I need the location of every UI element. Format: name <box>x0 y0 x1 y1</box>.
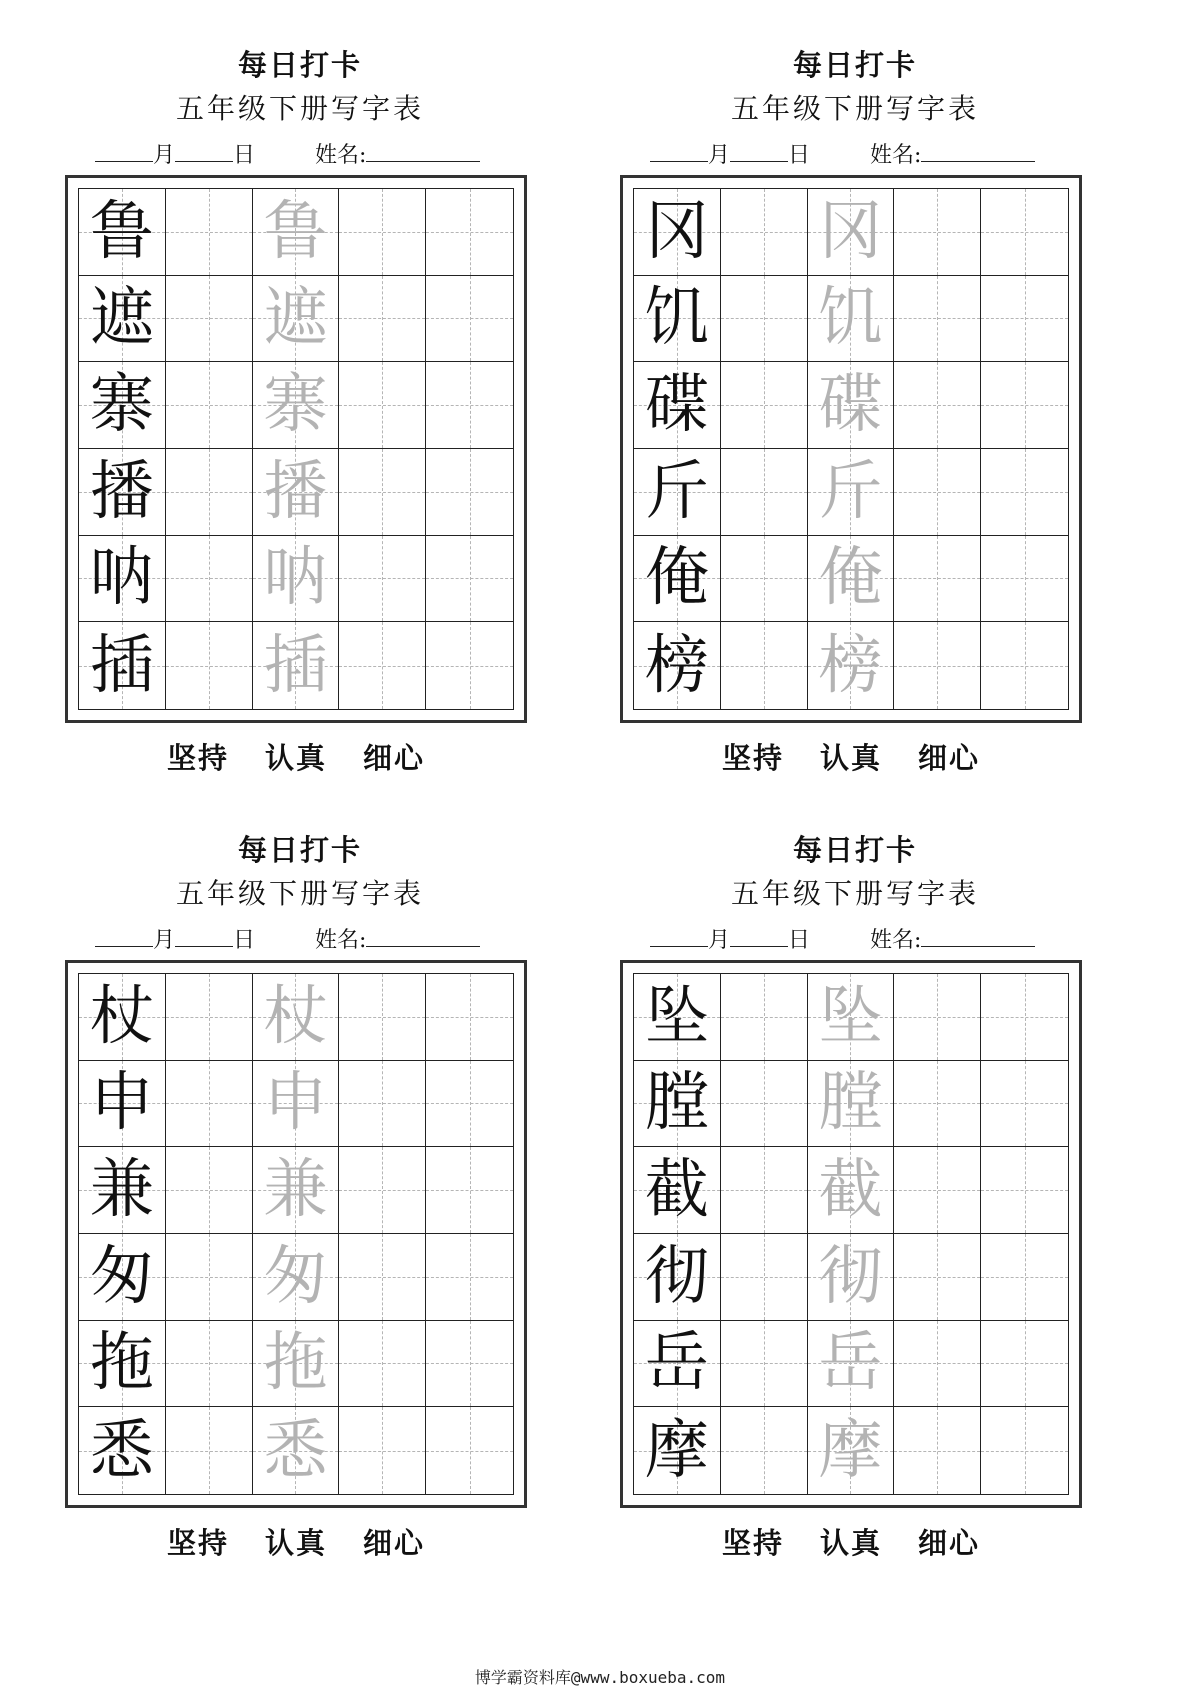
writing-cell[interactable] <box>426 622 513 709</box>
model-character: 寨 <box>89 368 154 443</box>
model-character: 申 <box>89 1066 154 1141</box>
trace-cell[interactable] <box>253 1061 340 1148</box>
writing-cell[interactable] <box>166 1061 253 1148</box>
practice-frame <box>65 175 527 723</box>
motto-word: 坚持 <box>721 1526 784 1560</box>
model-character: 播 <box>89 454 154 529</box>
writing-cell[interactable] <box>721 622 808 709</box>
model-cell <box>79 449 166 536</box>
motto-word: 认真 <box>264 1526 327 1560</box>
trace-cell[interactable] <box>253 362 340 449</box>
writing-cell[interactable] <box>426 1407 513 1494</box>
writing-cell[interactable] <box>339 276 426 363</box>
model-cell <box>79 189 166 276</box>
model-cell <box>79 1147 166 1234</box>
trace-cell[interactable] <box>808 536 895 623</box>
trace-character: 申 <box>263 1066 328 1141</box>
writing-cell[interactable] <box>981 1407 1068 1494</box>
model-character: 摩 <box>644 1413 709 1488</box>
worksheet-card <box>620 830 1090 1630</box>
writing-cell[interactable] <box>339 1147 426 1234</box>
card-subtitle: 五年级下册写字表 <box>730 877 979 910</box>
writing-cell[interactable] <box>894 276 981 363</box>
model-character: 冈 <box>644 194 709 269</box>
trace-character: 寨 <box>263 368 328 443</box>
writing-cell[interactable] <box>894 362 981 449</box>
practice-frame <box>620 175 1082 723</box>
model-character: 遮 <box>89 281 154 356</box>
trace-character: 遮 <box>263 281 328 356</box>
writing-cell[interactable] <box>981 622 1068 709</box>
trace-character: 匆 <box>263 1239 328 1314</box>
writing-cell[interactable] <box>721 276 808 363</box>
trace-character: 岳 <box>818 1326 883 1401</box>
model-cell <box>79 1407 166 1494</box>
name-blank[interactable] <box>921 922 1035 947</box>
trace-cell[interactable] <box>808 622 895 709</box>
motto <box>65 738 527 778</box>
card-title: 每日打卡 <box>792 48 917 82</box>
trace-cell[interactable] <box>253 1407 340 1494</box>
writing-cell[interactable] <box>166 362 253 449</box>
practice-grid <box>78 973 514 1495</box>
month-blank[interactable] <box>95 137 153 162</box>
card-title: 每日打卡 <box>792 833 917 867</box>
writing-cell[interactable] <box>426 536 513 623</box>
model-cell <box>634 1234 721 1321</box>
trace-character: 摩 <box>818 1413 883 1488</box>
writing-cell[interactable] <box>426 189 513 276</box>
month-label: 月 <box>708 928 731 953</box>
card-subtitle: 五年级下册写字表 <box>175 877 424 910</box>
model-cell <box>634 622 721 709</box>
writing-cell[interactable] <box>339 622 426 709</box>
model-cell <box>634 974 721 1061</box>
motto-word: 细心 <box>918 1526 981 1560</box>
model-cell <box>79 1234 166 1321</box>
writing-cell[interactable] <box>166 276 253 363</box>
writing-cell[interactable] <box>339 1407 426 1494</box>
trace-cell[interactable] <box>808 276 895 363</box>
trace-character: 俺 <box>818 541 883 616</box>
day-blank[interactable] <box>730 137 788 162</box>
writing-cell[interactable] <box>426 1234 513 1321</box>
model-cell <box>79 974 166 1061</box>
writing-cell[interactable] <box>721 189 808 276</box>
writing-cell[interactable] <box>426 449 513 536</box>
writing-cell[interactable] <box>981 449 1068 536</box>
model-cell <box>634 276 721 363</box>
trace-character: 冈 <box>818 194 883 269</box>
model-character: 斤 <box>644 454 709 529</box>
trace-cell[interactable] <box>808 362 895 449</box>
worksheet-card <box>620 45 1090 845</box>
model-character: 匆 <box>89 1239 154 1314</box>
practice-grid <box>78 188 514 710</box>
practice-grid <box>633 973 1069 1495</box>
trace-character: 饥 <box>818 281 883 356</box>
date-name-line <box>650 922 1035 956</box>
model-cell <box>79 622 166 709</box>
name-blank[interactable] <box>366 922 480 947</box>
trace-character: 碟 <box>818 368 883 443</box>
writing-cell[interactable] <box>894 189 981 276</box>
model-cell <box>634 1407 721 1494</box>
trace-cell[interactable] <box>808 1321 895 1408</box>
writing-cell[interactable] <box>339 1234 426 1321</box>
writing-cell[interactable] <box>166 1407 253 1494</box>
model-character: 杖 <box>89 979 154 1054</box>
date-name-line <box>650 137 1035 171</box>
writing-cell[interactable] <box>894 1407 981 1494</box>
model-cell <box>79 362 166 449</box>
writing-cell[interactable] <box>426 1147 513 1234</box>
model-cell <box>634 449 721 536</box>
motto <box>620 738 1082 778</box>
trace-cell[interactable] <box>253 449 340 536</box>
model-cell <box>79 276 166 363</box>
model-character: 榜 <box>644 628 709 703</box>
model-character: 饥 <box>644 281 709 356</box>
model-character: 岳 <box>644 1326 709 1401</box>
practice-frame <box>620 960 1082 1508</box>
writing-cell[interactable] <box>894 1321 981 1408</box>
writing-cell[interactable] <box>894 449 981 536</box>
writing-cell[interactable] <box>339 1061 426 1148</box>
date-name-line <box>95 137 480 171</box>
writing-cell[interactable] <box>721 1407 808 1494</box>
writing-cell[interactable] <box>426 1321 513 1408</box>
writing-cell[interactable] <box>894 1234 981 1321</box>
trace-character: 截 <box>818 1153 883 1228</box>
writing-cell[interactable] <box>166 189 253 276</box>
month-blank[interactable] <box>650 922 708 947</box>
writing-cell[interactable] <box>339 362 426 449</box>
trace-cell[interactable] <box>253 1234 340 1321</box>
writing-cell[interactable] <box>721 536 808 623</box>
writing-cell[interactable] <box>981 362 1068 449</box>
model-cell <box>79 1321 166 1408</box>
writing-cell[interactable] <box>721 1147 808 1234</box>
writing-cell[interactable] <box>894 974 981 1061</box>
model-cell <box>79 536 166 623</box>
motto-word: 认真 <box>819 1526 882 1560</box>
model-cell <box>634 1147 721 1234</box>
model-character: 截 <box>644 1153 709 1228</box>
model-character: 碟 <box>644 368 709 443</box>
writing-cell[interactable] <box>721 1321 808 1408</box>
trace-character: 拖 <box>263 1326 328 1401</box>
trace-cell[interactable] <box>253 536 340 623</box>
name-label: 姓名: <box>870 143 922 168</box>
name-label: 姓名: <box>315 928 367 953</box>
trace-cell[interactable] <box>808 1147 895 1234</box>
writing-cell[interactable] <box>426 974 513 1061</box>
trace-character: 插 <box>263 628 328 703</box>
writing-cell[interactable] <box>426 1061 513 1148</box>
name-label: 姓名: <box>315 143 367 168</box>
writing-cell[interactable] <box>894 1061 981 1148</box>
worksheet-card <box>65 45 535 845</box>
model-character: 拖 <box>89 1326 154 1401</box>
writing-cell[interactable] <box>339 1321 426 1408</box>
writing-cell[interactable] <box>981 1321 1068 1408</box>
model-character: 悉 <box>89 1413 154 1488</box>
writing-cell[interactable] <box>339 189 426 276</box>
writing-cell[interactable] <box>166 449 253 536</box>
day-blank[interactable] <box>730 922 788 947</box>
model-character: 呐 <box>89 541 154 616</box>
name-label: 姓名: <box>870 928 922 953</box>
writing-cell[interactable] <box>894 536 981 623</box>
motto-word: 坚持 <box>721 741 784 775</box>
writing-cell[interactable] <box>721 449 808 536</box>
trace-cell[interactable] <box>808 1061 895 1148</box>
day-label: 日 <box>233 928 256 953</box>
trace-cell[interactable] <box>253 974 340 1061</box>
trace-cell[interactable] <box>253 1147 340 1234</box>
model-character: 插 <box>89 628 154 703</box>
writing-cell[interactable] <box>981 1234 1068 1321</box>
practice-grid <box>633 188 1069 710</box>
writing-cell[interactable] <box>166 622 253 709</box>
trace-character: 鲁 <box>263 194 328 269</box>
motto-word: 细心 <box>363 741 426 775</box>
card-subtitle: 五年级下册写字表 <box>730 92 979 125</box>
trace-character: 彻 <box>818 1239 883 1314</box>
trace-character: 斤 <box>818 454 883 529</box>
model-character: 俺 <box>644 541 709 616</box>
writing-cell[interactable] <box>894 622 981 709</box>
writing-cell[interactable] <box>981 276 1068 363</box>
trace-cell[interactable] <box>253 189 340 276</box>
trace-cell[interactable] <box>808 1407 895 1494</box>
writing-cell[interactable] <box>166 1321 253 1408</box>
model-character: 兼 <box>89 1153 154 1228</box>
name-blank[interactable] <box>921 137 1035 162</box>
writing-cell[interactable] <box>339 974 426 1061</box>
trace-character: 坠 <box>818 979 883 1054</box>
trace-character: 杖 <box>263 979 328 1054</box>
writing-cell[interactable] <box>981 536 1068 623</box>
motto-word: 认真 <box>264 741 327 775</box>
writing-cell[interactable] <box>426 362 513 449</box>
model-character: 坠 <box>644 979 709 1054</box>
month-label: 月 <box>153 143 176 168</box>
day-blank[interactable] <box>175 137 233 162</box>
trace-cell[interactable] <box>808 1234 895 1321</box>
model-character: 膛 <box>644 1066 709 1141</box>
month-label: 月 <box>153 928 176 953</box>
trace-character: 榜 <box>818 628 883 703</box>
footer-watermark: 博学霸资料库@www.boxueba.com <box>474 1668 726 1687</box>
date-name-line <box>95 922 480 956</box>
month-blank[interactable] <box>650 137 708 162</box>
motto <box>65 1523 527 1563</box>
motto <box>620 1523 1082 1563</box>
card-subtitle: 五年级下册写字表 <box>175 92 424 125</box>
writing-cell[interactable] <box>166 536 253 623</box>
trace-character: 兼 <box>263 1153 328 1228</box>
worksheet-card <box>65 830 535 1630</box>
trace-cell[interactable] <box>253 622 340 709</box>
trace-cell[interactable] <box>808 189 895 276</box>
model-cell <box>634 362 721 449</box>
writing-cell[interactable] <box>339 449 426 536</box>
model-character: 彻 <box>644 1239 709 1314</box>
writing-cell[interactable] <box>166 974 253 1061</box>
model-cell <box>634 536 721 623</box>
motto-word: 细心 <box>918 741 981 775</box>
writing-cell[interactable] <box>981 974 1068 1061</box>
motto-word: 坚持 <box>166 1526 229 1560</box>
trace-character: 播 <box>263 454 328 529</box>
trace-character: 悉 <box>263 1413 328 1488</box>
writing-cell[interactable] <box>721 1234 808 1321</box>
writing-cell[interactable] <box>981 189 1068 276</box>
trace-character: 呐 <box>263 541 328 616</box>
trace-cell[interactable] <box>808 449 895 536</box>
writing-cell[interactable] <box>166 1147 253 1234</box>
writing-cell[interactable] <box>721 362 808 449</box>
writing-cell[interactable] <box>721 1061 808 1148</box>
writing-cell[interactable] <box>981 1147 1068 1234</box>
trace-cell[interactable] <box>253 276 340 363</box>
day-label: 日 <box>788 928 811 953</box>
trace-cell[interactable] <box>808 974 895 1061</box>
trace-character: 膛 <box>818 1066 883 1141</box>
name-blank[interactable] <box>366 137 480 162</box>
motto-word: 坚持 <box>166 741 229 775</box>
writing-cell[interactable] <box>721 974 808 1061</box>
day-label: 日 <box>233 143 256 168</box>
writing-cell[interactable] <box>339 536 426 623</box>
card-title: 每日打卡 <box>237 833 362 867</box>
model-cell <box>634 1321 721 1408</box>
writing-cell[interactable] <box>981 1061 1068 1148</box>
writing-cell[interactable] <box>426 276 513 363</box>
model-cell <box>634 1061 721 1148</box>
model-cell <box>634 189 721 276</box>
month-label: 月 <box>708 143 731 168</box>
trace-cell[interactable] <box>253 1321 340 1408</box>
writing-cell[interactable] <box>166 1234 253 1321</box>
card-title: 每日打卡 <box>237 48 362 82</box>
day-label: 日 <box>788 143 811 168</box>
model-cell <box>79 1061 166 1148</box>
month-blank[interactable] <box>95 922 153 947</box>
day-blank[interactable] <box>175 922 233 947</box>
practice-frame <box>65 960 527 1508</box>
motto-word: 细心 <box>363 1526 426 1560</box>
writing-cell[interactable] <box>894 1147 981 1234</box>
model-character: 鲁 <box>89 194 154 269</box>
motto-word: 认真 <box>819 741 882 775</box>
